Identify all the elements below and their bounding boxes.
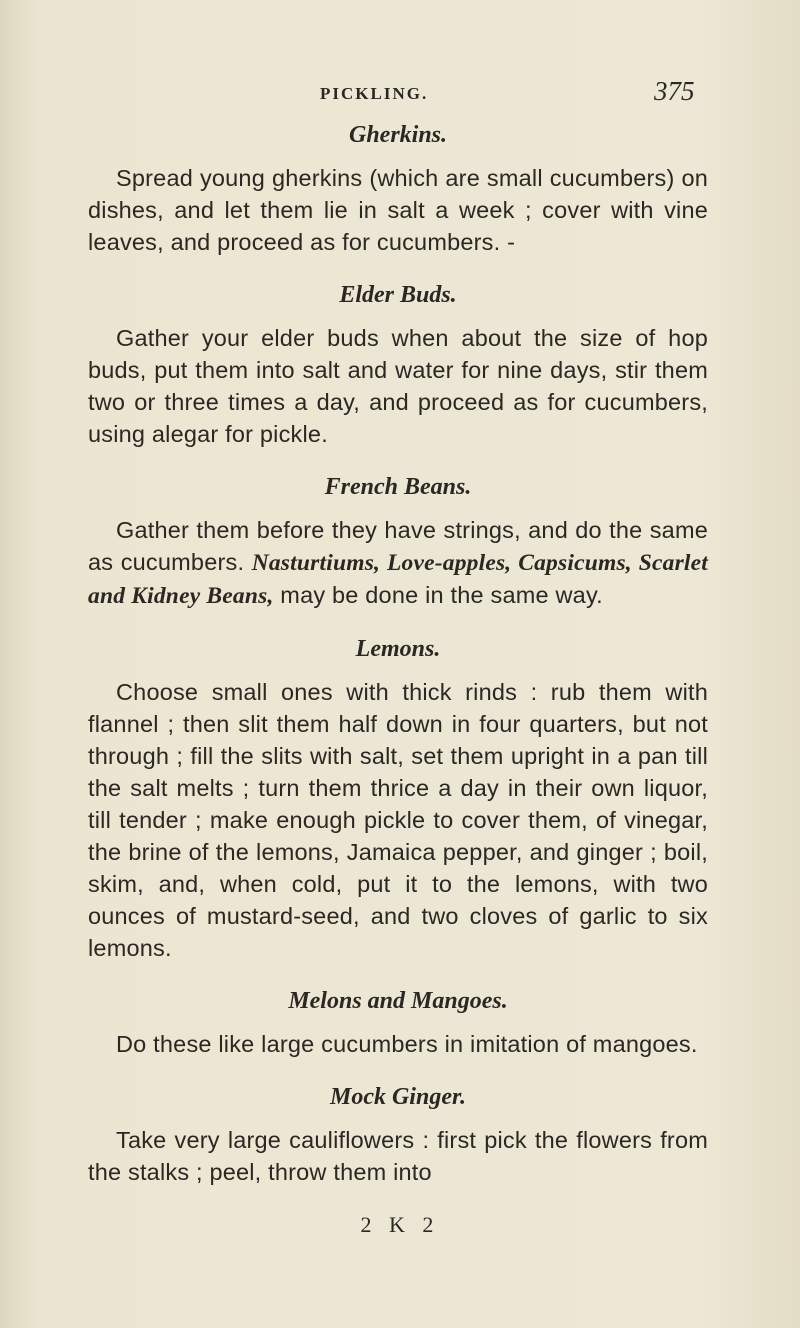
section-title-gherkins: Gherkins.	[348, 122, 448, 148]
french-beans-text-a: Gather them before they have strings, and do the same as cucumbers.	[88, 517, 708, 575]
section-title-french-beans: French Beans.	[324, 474, 472, 500]
section-text-gherkins: Spread young gherkins (which are small cucumbers) on dishes, and let them lie in salt a week ; cover with vine leaves, and proceed as for cucumbers. -	[88, 165, 708, 255]
section-title-elder-buds: Elder Buds.	[339, 282, 457, 308]
section-text-mock-ginger: Take very large cauliflowers : first pick the flowers from the stalks ; peel, throw them into	[88, 1127, 708, 1185]
signature-mark: 2 K 2	[360, 1212, 440, 1237]
running-head: PICKLING.	[320, 84, 429, 103]
section-title-lemons: Lemons.	[355, 636, 441, 662]
page-number: 375	[654, 76, 695, 106]
section-text-melons-mangoes: Do these like large cucumbers in imitation of mangoes.	[116, 1031, 698, 1057]
french-beans-italic: Nasturtiums, Love-apples, Capsicums, Scarlet and Kidney Beans,	[88, 550, 708, 609]
section-title-melons-mangoes: Melons and Mangoes.	[288, 988, 508, 1014]
french-beans-text-b: may be done in the same way.	[280, 582, 603, 608]
section-title-mock-ginger: Mock Ginger.	[329, 1084, 466, 1110]
page-content	[88, 120, 708, 1188]
section-text-french-beans	[88, 514, 708, 612]
page-header	[0, 76, 800, 110]
section-text-elder-buds: Gather your elder buds when about the size of hop buds, put them into salt and water for nine days, stir them two or three times a day, and proceed as for cucumbers, using alegar for pickle.	[88, 325, 708, 447]
section-text-lemons: Choose small ones with thick rinds : rub them with flannel ; then slit them half down in four quarters, but not through ; fill the slits with salt, set them upright in a pan till the salt melts ; turn them thrice a day in their own liquor, till tender ; make enough pickle to cover them, of vinegar, the brine of the lemons, Jamaica pepper, and ginger ; boil, skim, and, when cold, put it to the lemons, with two ounces of mustard-seed, and two cloves of garlic to six lemons.	[88, 679, 708, 961]
